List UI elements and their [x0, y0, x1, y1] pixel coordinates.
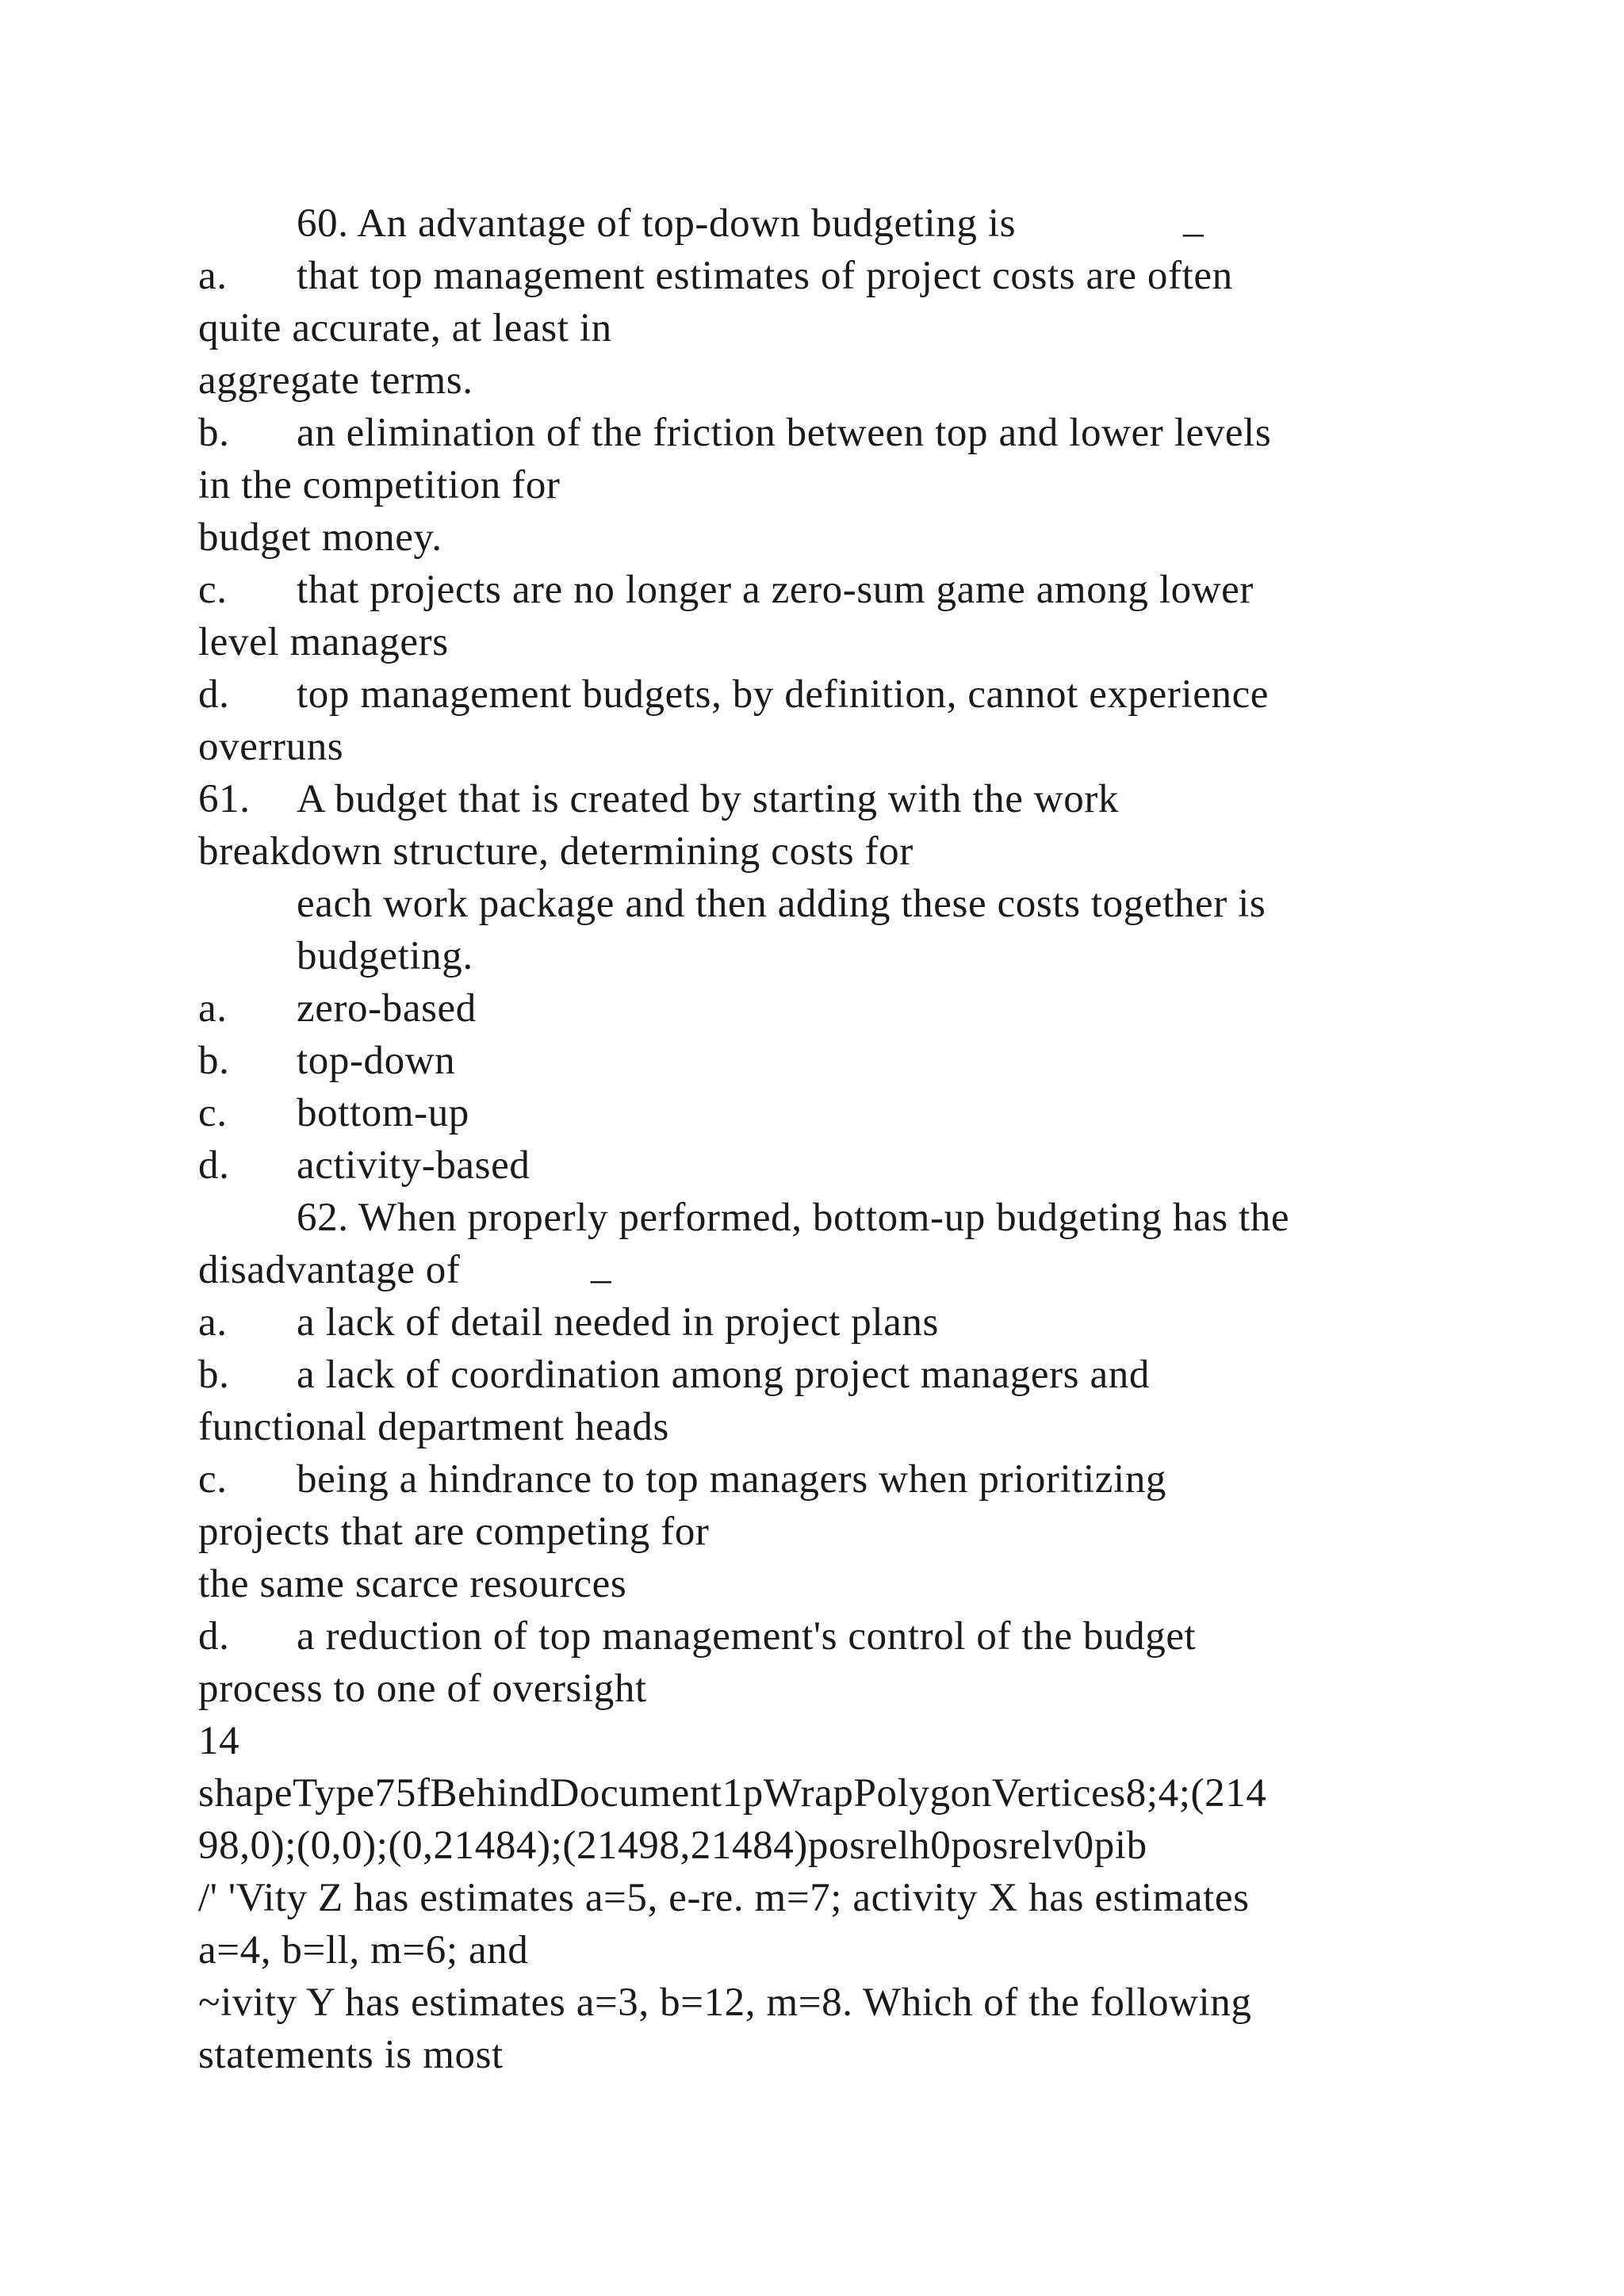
question-62-stem-2: disadvantage of	[198, 1248, 461, 1292]
question-63-line-3: ~ivity Y has estimates a=3, b=12, m=8. Which of the following	[198, 1980, 1252, 2025]
q61-option-b-letter: b.	[198, 1039, 230, 1083]
q61-option-d-letter: d.	[198, 1143, 230, 1188]
question-61-stem-1: A budget that is created by starting with the work	[297, 777, 1120, 821]
q60-option-d-cont-1: overruns	[198, 725, 344, 769]
question-63-line-1: /' 'Vity Z has estimates a=5, e-re. m=7; activity X has estimates	[198, 1876, 1250, 1920]
q62-option-c-cont-2: the same scarce resources	[198, 1562, 627, 1606]
q60-option-b-text: an elimination of the friction between top and lower levels	[297, 411, 1272, 455]
q62-option-b-cont-1: functional department heads	[198, 1405, 669, 1449]
q62-option-d-cont-1: process to one of oversight	[198, 1667, 647, 1711]
q62-option-c-letter: c.	[198, 1457, 228, 1502]
q62-option-b-text: a lack of coordination among project managers and	[297, 1353, 1150, 1397]
q60-option-c-text: that projects are no longer a zero-sum game among lower	[297, 568, 1254, 612]
question-63-line-4: statements is most	[198, 2033, 504, 2077]
q60-option-b-letter: b.	[198, 411, 230, 455]
q62-option-a-letter: a.	[198, 1300, 228, 1345]
q60-option-a-cont-1: quite accurate, at least in	[198, 306, 612, 350]
q60-option-c-cont-1: level managers	[198, 620, 449, 664]
question-61-number: 61.	[198, 777, 251, 821]
q62-option-d-letter: d.	[198, 1614, 230, 1659]
q60-option-b-cont-2: budget money.	[198, 515, 442, 560]
question-60-stem: 60. An advantage of top-down budgeting is	[297, 201, 1017, 246]
q62-option-d-text: a reduction of top management's control of the budget	[297, 1614, 1197, 1659]
artifact-line-1: shapeType75fBehindDocument1pWrapPolygonVertices8;4;(214	[198, 1771, 1267, 1816]
q60-option-a-cont-2: aggregate terms.	[198, 358, 473, 403]
page-number: 14	[198, 1719, 240, 1763]
artifact-line-2: 98,0);(0,0);(0,21484);(21498,21484)posrelh0posrelv0pib	[198, 1823, 1147, 1868]
q61-option-d-text: activity-based	[297, 1143, 530, 1188]
q60-option-a-text: that top management estimates of project costs are often	[297, 254, 1233, 298]
q60-option-d-letter: d.	[198, 672, 230, 717]
q61-option-c-letter: c.	[198, 1091, 228, 1135]
question-61-stem-2: breakdown structure, determining costs for	[198, 829, 914, 874]
q60-option-b-cont-1: in the competition for	[198, 463, 561, 507]
q61-option-a-letter: a.	[198, 986, 228, 1031]
question-62-blank: _	[591, 1243, 611, 1288]
q62-option-b-letter: b.	[198, 1353, 230, 1397]
q60-option-c-letter: c.	[198, 568, 228, 612]
q62-option-c-cont-1: projects that are competing for	[198, 1510, 710, 1554]
question-61-stem-4: budgeting.	[297, 934, 473, 978]
q61-option-c-text: bottom-up	[297, 1091, 469, 1135]
q62-option-c-text: being a hindrance to top managers when prioritizing	[297, 1457, 1167, 1502]
question-62-stem-1: 62. When properly performed, bottom-up budgeting has the	[297, 1196, 1290, 1240]
q61-option-a-text: zero-based	[297, 986, 477, 1031]
question-60-blank: _	[1183, 197, 1204, 241]
q61-option-b-text: top-down	[297, 1039, 456, 1083]
question-63-line-2: a=4, b=ll, m=6; and	[198, 1928, 529, 1973]
q62-option-a-text: a lack of detail needed in project plans	[297, 1300, 939, 1345]
question-61-stem-3: each work package and then adding these costs together is	[297, 882, 1266, 926]
q60-option-a-letter: a.	[198, 254, 228, 298]
q60-option-d-text: top management budgets, by definition, cannot experience	[297, 672, 1270, 717]
